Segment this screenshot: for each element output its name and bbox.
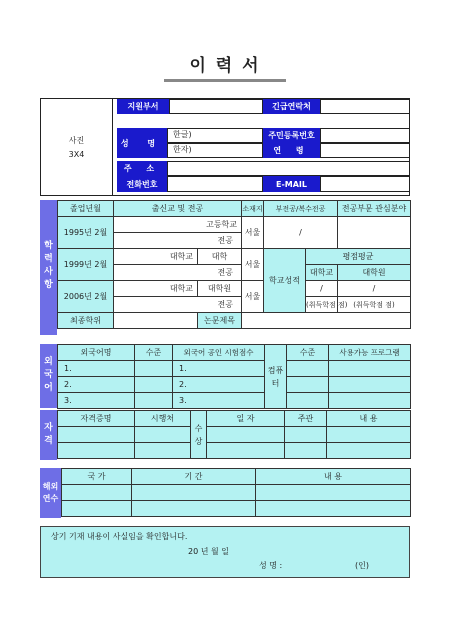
abroad-side-label: 해외연수 [42,482,59,503]
address-label: 주 소 [117,161,167,176]
dept-field[interactable] [169,99,263,114]
education-table [57,200,411,329]
lang-level-3[interactable] [135,393,173,409]
col-school: 출신교 및 전공 [114,201,242,217]
lang-row-1[interactable]: 1. [58,361,135,377]
col-computer-level: 수준 [287,345,329,361]
country-2[interactable] [62,501,132,517]
phone-label: 전화번호 [117,176,167,192]
content-1[interactable] [327,427,411,443]
grad-school-label[interactable]: 대학원 [198,281,242,297]
title-underline [164,79,286,82]
lang-row-2[interactable]: 2. [58,377,135,393]
univ-label-2[interactable]: 대학교 [114,281,198,297]
major-1[interactable]: 전공 [114,233,242,249]
period-1[interactable] [132,485,256,501]
gpa-header: 평점평균 [306,249,411,265]
col-language: 외국어명 [58,345,135,361]
program-2[interactable] [329,377,411,393]
interest-1[interactable] [338,217,411,249]
signature-label: 성 명 : [259,561,283,570]
lang-level-2[interactable] [135,377,173,393]
univ-label-1[interactable]: 대학교 [114,249,198,265]
col-lang-level: 수준 [135,345,173,361]
gpa-univ-scale[interactable]: (취득학점 점) [306,297,338,313]
photo-label: 사진 [68,136,85,145]
age-label: 연 령 [263,143,320,158]
col-content: 내 용 [327,411,411,427]
highschool-label[interactable]: 고등학교 [114,217,242,233]
cert-1[interactable] [58,427,135,443]
cert-table [57,410,411,459]
col-issuer: 시행처 [135,411,191,427]
computer-label: 컴퓨터 [265,345,287,409]
comp-level-3[interactable] [287,393,329,409]
issuer-2[interactable] [135,443,191,459]
test-row-1[interactable]: 1. [173,361,265,377]
page-title: 이 력 서 [189,56,261,76]
test-row-3[interactable]: 3. [173,393,265,409]
col-date: 일 자 [207,411,285,427]
host-1[interactable] [285,427,327,443]
confirmation-date[interactable]: 20 년 월 일 [188,547,229,556]
loc-2[interactable]: 서울 [242,249,264,281]
minor-1[interactable]: / [264,217,338,249]
test-row-2[interactable]: 2. [173,377,265,393]
lang-row-3[interactable]: 3. [58,393,135,409]
confirmation-text: 상기 기재 내용이 사실임을 확인합니다. [51,532,188,541]
name-hangul-label: 한글) [173,130,192,139]
emergency-field[interactable] [320,99,410,114]
language-table [57,344,411,409]
country-1[interactable] [62,485,132,501]
program-1[interactable] [329,361,411,377]
abroad-content-1[interactable] [256,485,411,501]
cert-side-label: 자격 [44,423,53,446]
id-number-label: 주민등록번호 [263,128,320,143]
gpa-univ-label: 대학교 [306,265,338,281]
col-country: 국 가 [62,469,132,485]
host-2[interactable] [285,443,327,459]
gpa-side-label: 학교성적 [264,249,306,313]
id-number-field[interactable] [320,128,410,143]
abroad-table [61,468,411,517]
loc-1[interactable]: 서울 [242,217,264,249]
date-2[interactable] [207,443,285,459]
col-abroad-content: 내 용 [256,469,411,485]
award-label: 수상 [191,411,207,459]
gpa-univ-value[interactable]: / [306,281,338,297]
loc-3[interactable]: 서울 [242,281,264,313]
date-1[interactable] [207,427,285,443]
gpa-grad-scale[interactable]: (취득학점 점) [338,297,411,313]
email-label: E-MAIL [263,176,320,192]
name-hanja-label: 한자) [173,145,192,154]
col-location: 소재지 [242,201,264,217]
college-label[interactable]: 대학 [198,249,242,265]
comp-level-2[interactable] [287,377,329,393]
major-2[interactable]: 전공 [114,265,242,281]
grad-year-3[interactable]: 2006년 2월 [58,281,114,313]
age-field[interactable] [320,143,410,158]
education-side-label: 학력사항 [44,241,53,290]
col-period: 기 간 [132,469,256,485]
language-side-label: 외국어 [44,357,53,393]
email-field[interactable] [320,176,410,192]
abroad-content-2[interactable] [256,501,411,517]
emergency-label: 긴급연락처 [263,99,320,114]
comp-level-1[interactable] [287,361,329,377]
col-grad-date: 졸업년월 [58,201,114,217]
dept-label: 지원부서 [117,99,169,114]
gpa-grad-value[interactable]: / [338,281,411,297]
photo-box[interactable] [40,98,113,196]
final-degree-field[interactable] [114,313,198,329]
col-minor: 부전공/복수전공 [264,201,338,217]
name-label: 성 명 [117,128,167,158]
period-2[interactable] [132,501,256,517]
col-interest: 전공부문 관심분야 [338,201,411,217]
lang-level-1[interactable] [135,361,173,377]
gpa-grad-label: 대학원 [338,265,411,281]
col-test-score: 외국어 공인 시험점수 [173,345,265,361]
col-host: 주관 [285,411,327,427]
thesis-field[interactable] [242,313,411,329]
grad-year-2[interactable]: 1999년 2월 [58,249,114,281]
col-program: 사용가능 프로그램 [329,345,411,361]
final-degree-label: 최종학위 [58,313,114,329]
thesis-label: 논문제목 [198,313,242,329]
grad-year-1[interactable]: 1995년 2월 [58,217,114,249]
photo-size: 3X4 [68,150,85,159]
col-cert: 자격증명 [58,411,135,427]
major-3[interactable]: 전공 [114,297,242,313]
cert-2[interactable] [58,443,135,459]
content-2[interactable] [327,443,411,459]
seal-label[interactable]: (인) [355,561,369,570]
address-field[interactable] [167,161,410,176]
issuer-1[interactable] [135,427,191,443]
phone-field[interactable] [167,176,263,192]
program-3[interactable] [329,393,411,409]
